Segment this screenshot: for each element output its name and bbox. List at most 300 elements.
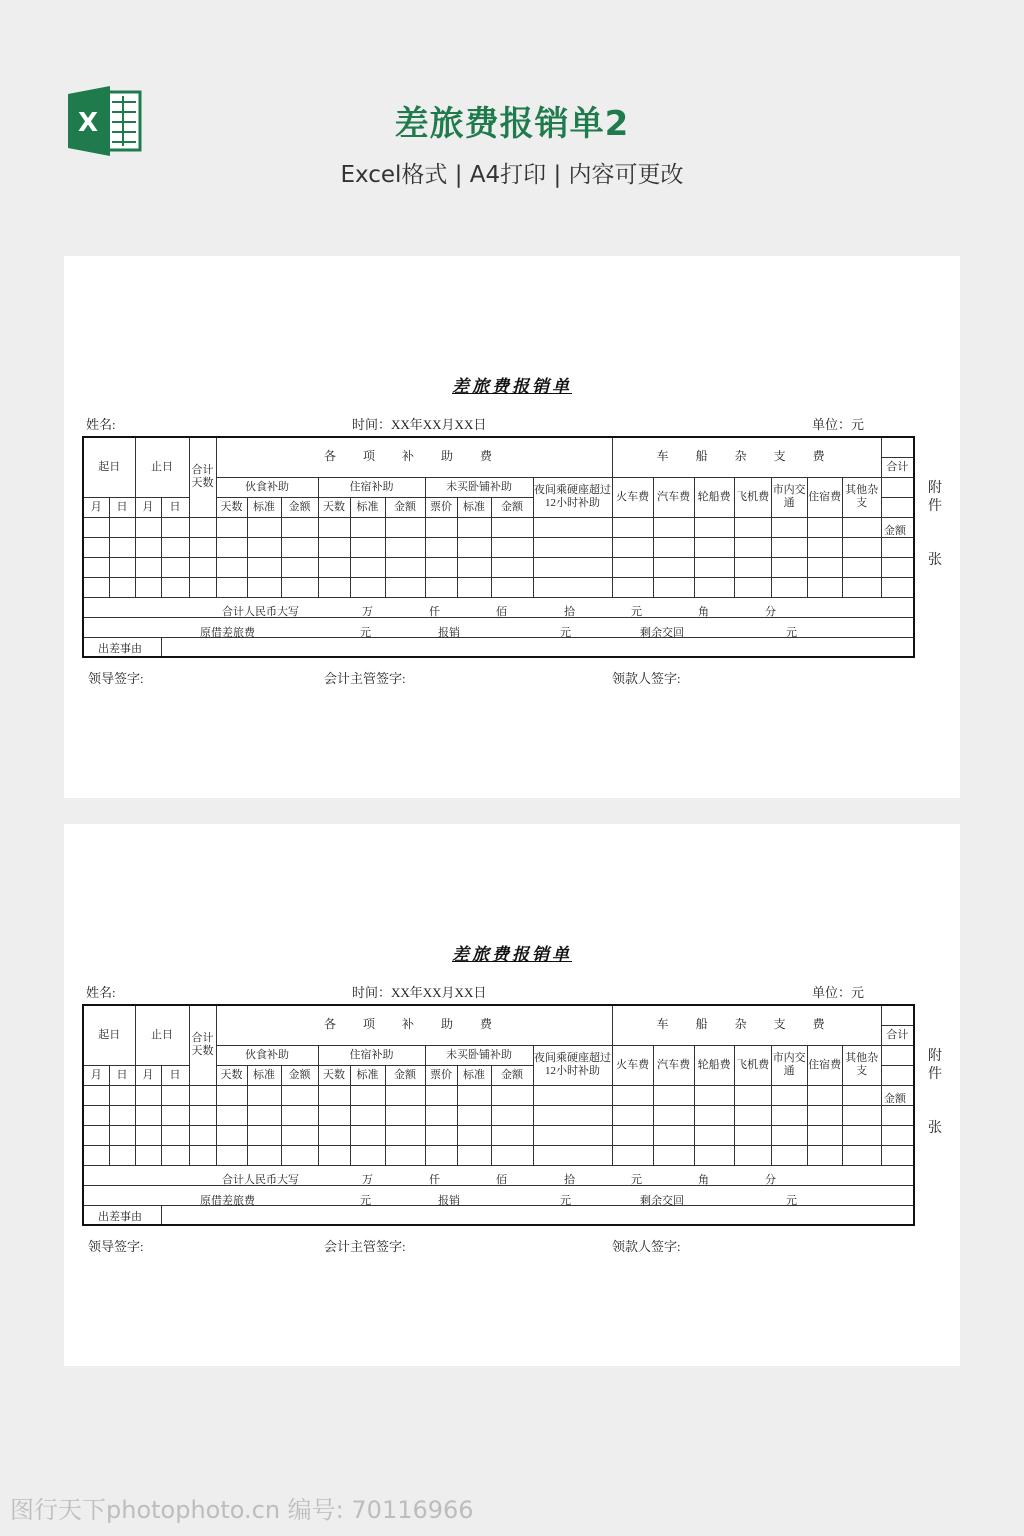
table-cell[interactable]	[83, 1145, 109, 1165]
meal-allowance-header: 伙食补助	[216, 477, 318, 497]
blank-cell	[881, 1065, 914, 1085]
table-cell[interactable]	[135, 517, 161, 537]
fen-unit: 分	[765, 1174, 776, 1186]
attachment-label: 件	[928, 499, 942, 514]
table-cell[interactable]	[842, 1125, 881, 1145]
table-cell[interactable]	[457, 1105, 491, 1125]
table-cell[interactable]	[694, 557, 734, 577]
table-cell[interactable]	[734, 1125, 771, 1145]
table-cell[interactable]	[189, 517, 216, 537]
table-cell[interactable]	[771, 1105, 807, 1125]
bai-unit: 佰	[496, 606, 507, 618]
bus-fee-header: 汽车费	[653, 477, 694, 517]
lodging-fee-header: 住宿费	[807, 477, 842, 517]
attachment-count-label: 张	[928, 553, 942, 568]
no-sleeper-header: 未买卧铺补助	[425, 1045, 533, 1065]
table-cell[interactable]	[653, 1105, 694, 1125]
reimburse-label: 报销	[438, 1195, 460, 1207]
end-date-header: 止日	[135, 437, 189, 497]
leader-signature-label: 领导签字:	[88, 1239, 144, 1254]
table-cell[interactable]	[842, 537, 881, 557]
table-cell[interactable]	[491, 1085, 533, 1105]
plane-fee-header: 飞机费	[734, 477, 771, 517]
train-fee-header: 火车费	[612, 1045, 653, 1085]
table-cell[interactable]	[83, 577, 109, 597]
table-cell[interactable]	[350, 557, 385, 577]
table-cell[interactable]	[318, 537, 350, 557]
table-cell[interactable]	[842, 577, 881, 597]
blank-cell	[881, 1045, 914, 1065]
table-cell[interactable]	[842, 1145, 881, 1165]
blank-cell	[881, 437, 914, 457]
table-cell[interactable]	[109, 537, 135, 557]
table-cell[interactable]	[694, 1105, 734, 1125]
table-cell[interactable]	[425, 557, 457, 577]
table-cell[interactable]	[247, 577, 281, 597]
table-cell[interactable]	[216, 1085, 247, 1105]
table-cell[interactable]	[109, 577, 135, 597]
table-cell[interactable]	[533, 577, 612, 597]
table-cell[interactable]	[385, 557, 425, 577]
table-cell[interactable]	[491, 577, 533, 597]
name-label: 姓名:	[86, 985, 116, 1000]
table-cell[interactable]	[771, 557, 807, 577]
advance-yuan: 元	[360, 1195, 371, 1207]
table-cell[interactable]	[457, 577, 491, 597]
table-cell[interactable]	[807, 1105, 842, 1125]
blank-cell	[881, 477, 914, 497]
page-subtitle: Excel格式 | A4打印 | 内容可更改	[340, 162, 684, 188]
table-cell[interactable]	[216, 1125, 247, 1145]
table-cell[interactable]	[109, 1145, 135, 1165]
table-cell[interactable]	[425, 577, 457, 597]
table-cell[interactable]	[771, 517, 807, 537]
table-cell[interactable]	[350, 1105, 385, 1125]
table-cell[interactable]	[612, 1085, 653, 1105]
table-cell[interactable]	[318, 1145, 350, 1165]
amount-side-label: 金额	[884, 1093, 906, 1105]
bus-fee-header: 汽车费	[653, 1045, 694, 1085]
table-cell[interactable]	[734, 557, 771, 577]
lodging-fee-header: 住宿费	[807, 1045, 842, 1085]
table-cell[interactable]	[318, 517, 350, 537]
watermark: 图行天下photophoto.cn 编号: 70116966	[10, 1496, 474, 1524]
table-cell[interactable]	[425, 1085, 457, 1105]
table-cell[interactable]	[350, 577, 385, 597]
table-cell[interactable]	[807, 537, 842, 557]
table-cell[interactable]	[135, 557, 161, 577]
accountant-signature-label: 会计主管签字:	[324, 1239, 406, 1254]
table-cell[interactable]	[216, 537, 247, 557]
table-cell[interactable]	[694, 1145, 734, 1165]
table-cell[interactable]	[161, 1125, 189, 1145]
table-cell[interactable]	[491, 517, 533, 537]
table-cell[interactable]	[881, 557, 914, 577]
total-header: 合计	[881, 1025, 914, 1045]
rmb-total-label: 合计人民币大写	[222, 606, 299, 618]
leader-signature-label: 领导签字:	[88, 671, 144, 686]
table-cell[interactable]	[161, 1085, 189, 1105]
table-cell[interactable]	[734, 537, 771, 557]
table-cell[interactable]	[216, 577, 247, 597]
table-cell[interactable]	[109, 1125, 135, 1145]
form-title: 差旅费报销单	[452, 945, 572, 965]
night-seat-header: 夜间乘硬座超过12小时补助	[533, 1045, 612, 1085]
table-cell[interactable]	[771, 1085, 807, 1105]
table-cell[interactable]	[881, 1125, 914, 1145]
table-cell[interactable]	[612, 557, 653, 577]
table-row[interactable]	[83, 1085, 914, 1105]
trip-reason-field[interactable]	[161, 1205, 914, 1225]
table-cell[interactable]	[457, 557, 491, 577]
table-cell[interactable]	[109, 1085, 135, 1105]
table-cell[interactable]	[189, 537, 216, 557]
train-fee-header: 火车费	[612, 477, 653, 517]
month-header: 月	[135, 497, 161, 517]
table-cell[interactable]	[247, 1085, 281, 1105]
table-row[interactable]	[83, 517, 914, 537]
table-cell[interactable]	[771, 537, 807, 557]
table-cell[interactable]	[533, 557, 612, 577]
table-cell[interactable]	[135, 537, 161, 557]
city-transport-header: 市内交通	[771, 477, 807, 517]
table-cell[interactable]	[694, 1085, 734, 1105]
table-cell[interactable]	[653, 577, 694, 597]
table-cell[interactable]	[247, 1145, 281, 1165]
table-cell[interactable]	[771, 1145, 807, 1165]
advance-yuan: 元	[360, 627, 371, 639]
day-header: 日	[109, 1065, 135, 1085]
table-cell[interactable]	[161, 537, 189, 557]
table-cell[interactable]	[350, 537, 385, 557]
table-cell[interactable]	[318, 1125, 350, 1145]
start-date-header: 起日	[83, 437, 135, 497]
table-cell[interactable]	[216, 517, 247, 537]
amount-header: 金额	[385, 1065, 425, 1085]
table-cell[interactable]	[734, 517, 771, 537]
day-header: 日	[161, 1065, 189, 1085]
table-cell[interactable]	[612, 1145, 653, 1165]
table-cell[interactable]	[694, 537, 734, 557]
table-cell[interactable]	[385, 1125, 425, 1145]
table-cell[interactable]	[189, 1145, 216, 1165]
attachment-label: 件	[928, 1067, 942, 1082]
table-cell[interactable]	[189, 1125, 216, 1145]
days-header: 天数	[318, 497, 350, 517]
table-cell[interactable]	[425, 1125, 457, 1145]
table-cell[interactable]	[612, 1125, 653, 1145]
table-cell[interactable]	[318, 1085, 350, 1105]
table-cell[interactable]	[653, 537, 694, 557]
table-cell[interactable]	[135, 1125, 161, 1145]
table-cell[interactable]	[135, 577, 161, 597]
ticket-price-header: 票价	[425, 497, 457, 517]
table-cell[interactable]	[842, 517, 881, 537]
qian-unit: 仟	[429, 1174, 440, 1186]
table-cell[interactable]	[216, 1105, 247, 1125]
table-cell[interactable]	[161, 577, 189, 597]
table-cell[interactable]	[533, 1085, 612, 1105]
table-cell[interactable]	[881, 577, 914, 597]
table-cell[interactable]	[83, 1085, 109, 1105]
table-cell[interactable]	[533, 1125, 612, 1145]
table-cell[interactable]	[83, 1125, 109, 1145]
table-cell[interactable]	[247, 537, 281, 557]
table-cell[interactable]	[318, 557, 350, 577]
jiao-unit: 角	[698, 606, 709, 618]
rmb-total-label: 合计人民币大写	[222, 1174, 299, 1186]
table-cell[interactable]	[385, 517, 425, 537]
table-cell[interactable]	[83, 1105, 109, 1125]
standard-header: 标准	[350, 1065, 385, 1085]
name-label: 姓名:	[86, 417, 116, 432]
table-cell[interactable]	[807, 557, 842, 577]
table-cell[interactable]	[281, 557, 318, 577]
attachment-count-label: 张	[928, 1121, 942, 1136]
svg-text:X: X	[77, 108, 99, 138]
yuan-unit: 元	[631, 1174, 642, 1186]
table-cell[interactable]	[83, 517, 109, 537]
table-cell[interactable]	[612, 537, 653, 557]
table-cell[interactable]	[281, 517, 318, 537]
misc-header: 其他杂支	[842, 477, 881, 517]
remaining-yuan: 元	[786, 1195, 797, 1207]
table-cell[interactable]	[807, 1085, 842, 1105]
amount-header: 金额	[491, 497, 533, 517]
lodging-allowance-header: 住宿补助	[318, 1045, 425, 1065]
table-cell[interactable]	[281, 537, 318, 557]
allowance-header: 各 项 补 助 费	[216, 437, 612, 477]
table-cell[interactable]	[109, 517, 135, 537]
reimburse-label: 报销	[438, 627, 460, 639]
lodging-allowance-header: 住宿补助	[318, 477, 425, 497]
days-header: 天数	[216, 1065, 247, 1085]
table-cell[interactable]	[247, 517, 281, 537]
table-cell[interactable]	[161, 517, 189, 537]
unit-label: 单位：元	[812, 985, 865, 1000]
table-cell[interactable]	[385, 537, 425, 557]
table-cell[interactable]	[425, 1145, 457, 1165]
ticket-price-header: 票价	[425, 1065, 457, 1085]
days-header: 天数	[318, 1065, 350, 1085]
amount-side-label: 金额	[884, 525, 906, 537]
day-header: 日	[161, 497, 189, 517]
table-cell[interactable]	[771, 1125, 807, 1145]
table-cell[interactable]	[653, 1145, 694, 1165]
table-cell[interactable]	[457, 1125, 491, 1145]
amount-header: 金额	[281, 1065, 318, 1085]
table-cell[interactable]	[109, 1105, 135, 1125]
table-cell[interactable]	[653, 557, 694, 577]
table-cell[interactable]	[281, 577, 318, 597]
remaining-label: 剩余交回	[640, 1195, 684, 1207]
table-cell[interactable]	[350, 517, 385, 537]
table-cell[interactable]	[189, 577, 216, 597]
amount-header: 金额	[385, 497, 425, 517]
blank-cell	[881, 1005, 914, 1025]
table-cell[interactable]	[385, 577, 425, 597]
table-cell[interactable]	[161, 557, 189, 577]
table-cell[interactable]	[694, 577, 734, 597]
table-cell[interactable]	[83, 557, 109, 577]
transport-header: 车 船 杂 支 费	[612, 437, 881, 477]
attachment-label: 附	[928, 481, 942, 496]
table-cell[interactable]	[318, 577, 350, 597]
meal-allowance-header: 伙食补助	[216, 1045, 318, 1065]
table-cell[interactable]	[281, 1125, 318, 1145]
trip-reason-field[interactable]	[161, 637, 914, 657]
form-title: 差旅费报销单	[452, 377, 572, 397]
table-cell[interactable]	[653, 1085, 694, 1105]
table-cell[interactable]	[281, 1145, 318, 1165]
table-cell[interactable]	[653, 517, 694, 537]
reimburse-yuan: 元	[560, 627, 571, 639]
payee-signature-label: 领款人签字:	[612, 671, 681, 686]
attachment-label: 附	[928, 1049, 942, 1064]
advance-label: 原借差旅费	[200, 627, 255, 639]
table-cell[interactable]	[881, 1145, 914, 1165]
standard-header: 标准	[247, 1065, 281, 1085]
trip-reason-label: 出差事由	[83, 1205, 161, 1225]
shi-unit: 拾	[564, 606, 575, 618]
total-days-header: 合计天数	[189, 437, 216, 517]
page-title: 差旅费报销单2	[394, 104, 630, 144]
table-cell[interactable]	[109, 557, 135, 577]
table-cell[interactable]	[771, 577, 807, 597]
table-cell[interactable]	[612, 517, 653, 537]
table-cell[interactable]	[425, 1105, 457, 1125]
table-cell[interactable]	[350, 1085, 385, 1105]
table-cell[interactable]	[135, 1085, 161, 1105]
days-header: 天数	[216, 497, 247, 517]
table-cell[interactable]	[216, 1145, 247, 1165]
table-cell[interactable]	[612, 1105, 653, 1125]
total-header: 合计	[881, 457, 914, 477]
table-row[interactable]	[83, 1145, 914, 1165]
table-row[interactable]	[83, 577, 914, 597]
unit-label: 单位：元	[812, 417, 865, 432]
month-header: 月	[135, 1065, 161, 1085]
fen-unit: 分	[765, 606, 776, 618]
table-cell[interactable]	[247, 1125, 281, 1145]
form-sheet	[64, 824, 960, 1366]
table-cell[interactable]	[385, 1085, 425, 1105]
table-cell[interactable]	[694, 517, 734, 537]
table-cell[interactable]	[161, 1105, 189, 1125]
remaining-yuan: 元	[786, 627, 797, 639]
day-header: 日	[109, 497, 135, 517]
table-cell[interactable]	[842, 1105, 881, 1125]
table-cell[interactable]	[281, 1085, 318, 1105]
table-cell[interactable]	[881, 537, 914, 557]
standard-header: 标准	[350, 497, 385, 517]
blank-cell	[881, 497, 914, 517]
table-cell[interactable]	[457, 537, 491, 557]
table-cell[interactable]	[533, 517, 612, 537]
shi-unit: 拾	[564, 1174, 575, 1186]
yuan-unit: 元	[631, 606, 642, 618]
table-cell[interactable]	[350, 1145, 385, 1165]
table-cell[interactable]	[385, 1145, 425, 1165]
table-cell[interactable]	[842, 1085, 881, 1105]
table-cell[interactable]	[807, 577, 842, 597]
table-cell[interactable]	[734, 1105, 771, 1125]
form-sheet	[64, 256, 960, 798]
table-cell[interactable]	[247, 1105, 281, 1125]
table-cell[interactable]	[281, 1105, 318, 1125]
table-cell[interactable]	[491, 537, 533, 557]
table-cell[interactable]	[734, 1145, 771, 1165]
table-cell[interactable]	[734, 577, 771, 597]
table-cell[interactable]	[457, 517, 491, 537]
table-cell[interactable]	[189, 1105, 216, 1125]
ship-fee-header: 轮船费	[694, 477, 734, 517]
plane-fee-header: 飞机费	[734, 1045, 771, 1085]
table-cell[interactable]	[491, 1105, 533, 1125]
table-cell[interactable]	[491, 1125, 533, 1145]
night-seat-header: 夜间乘硬座超过12小时补助	[533, 477, 612, 517]
time-label: 时间：XX年XX月XX日	[352, 417, 487, 432]
table-cell[interactable]	[694, 1125, 734, 1145]
table-cell[interactable]	[247, 557, 281, 577]
table-cell[interactable]	[491, 557, 533, 577]
table-row[interactable]	[83, 1105, 914, 1125]
table-cell[interactable]	[491, 1145, 533, 1165]
table-cell[interactable]	[807, 517, 842, 537]
table-row[interactable]	[83, 1125, 914, 1145]
month-header: 月	[83, 1065, 109, 1085]
table-cell[interactable]	[385, 1105, 425, 1125]
table-cell[interactable]	[350, 1125, 385, 1145]
table-row[interactable]	[83, 537, 914, 557]
table-cell[interactable]	[533, 1105, 612, 1125]
standard-header: 标准	[247, 497, 281, 517]
table-cell[interactable]	[216, 557, 247, 577]
table-cell[interactable]	[734, 1085, 771, 1105]
table-cell[interactable]	[612, 577, 653, 597]
jiao-unit: 角	[698, 1174, 709, 1186]
table-cell[interactable]	[881, 1105, 914, 1125]
table-cell[interactable]	[83, 537, 109, 557]
standard-header: 标准	[457, 1065, 491, 1085]
table-cell[interactable]	[189, 557, 216, 577]
table-cell[interactable]	[318, 1105, 350, 1125]
misc-header: 其他杂支	[842, 1045, 881, 1085]
table-cell[interactable]	[807, 1145, 842, 1165]
table-cell[interactable]	[425, 517, 457, 537]
table-cell[interactable]	[807, 1125, 842, 1145]
table-cell[interactable]	[457, 1145, 491, 1165]
wan-unit: 万	[362, 606, 373, 618]
table-cell[interactable]	[425, 537, 457, 557]
table-cell[interactable]	[457, 1085, 491, 1105]
table-cell[interactable]	[842, 557, 881, 577]
table-cell[interactable]	[161, 1145, 189, 1165]
amount-header: 金额	[491, 1065, 533, 1085]
table-cell[interactable]	[533, 537, 612, 557]
table-cell[interactable]	[653, 1125, 694, 1145]
table-cell[interactable]	[189, 1085, 216, 1105]
standard-header: 标准	[457, 497, 491, 517]
total-days-header: 合计天数	[189, 1005, 216, 1085]
table-cell[interactable]	[533, 1145, 612, 1165]
table-row[interactable]	[83, 557, 914, 577]
table-cell[interactable]	[135, 1145, 161, 1165]
reimburse-yuan: 元	[560, 1195, 571, 1207]
accountant-signature-label: 会计主管签字:	[324, 671, 406, 686]
table-cell[interactable]	[135, 1105, 161, 1125]
no-sleeper-header: 未买卧铺补助	[425, 477, 533, 497]
